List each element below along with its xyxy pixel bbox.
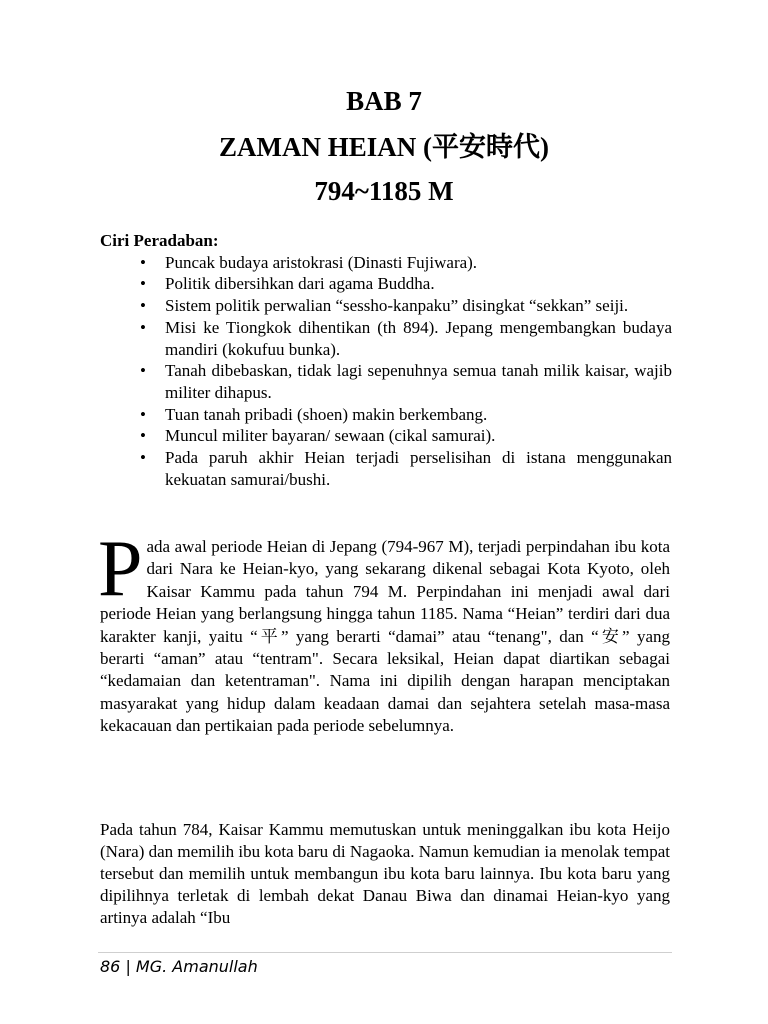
body-paragraph-1 [98, 525, 670, 738]
paragraph-text: ” yang berarti “damai” atau “tenang", dan “ [280, 626, 599, 646]
page-footer: 86 | MG. Amanullah [100, 957, 258, 976]
list-item: • Muncul militer bayaran/ sewaan (cikal samurai). [100, 425, 672, 447]
kanji-character: 安 [598, 626, 623, 646]
list-item: • Politik dibersihkan dari agama Buddha. [100, 273, 672, 295]
features-list [100, 252, 672, 491]
list-item: • Misi ke Tiongkok dihentikan (th 894). Jepang mengembangkan budaya mandiri (kokufuu bunka). [100, 317, 672, 360]
drop-cap: P [98, 525, 143, 613]
paragraph-text: ada awal periode Heian di Jepang (794-967 M), terjadi perpindahan ibu kota dari Nara ke Heian-kyo, yang sekarang dikenal sebagai Kota Kyoto, oleh Kaisar Kammu pada tahun 794 M. Perpindahan ini menjadi awal dari periode Heian yang berlangsung hingga tahun 1185. Nama “Heian” terdiri dari dua karakter kanji, yaitu “ [100, 537, 670, 646]
list-item: • Tuan tanah pribadi (shoen) makin berkembang. [100, 404, 672, 426]
chapter-number: BAB 7 [346, 86, 422, 116]
section-heading: Ciri Peradaban: [100, 231, 219, 250]
footer-divider [98, 952, 672, 953]
list-item: • Puncak budaya aristokrasi (Dinasti Fujiwara). [100, 252, 672, 274]
paragraph-text: ” yang berarti “aman” atau “tentram". Secara leksikal, Heian dapat diartikan sebagai “kedamaian dan ketentraman". Nama ini dipilih dengan harapan menciptakan masyarakat yang hidup dalam keadaan damai dan sejahtera setelah masa-masa kekacauan dan pertikaian pada periode sebelumnya. [100, 626, 670, 736]
list-item: • Sistem politik perwalian “sessho-kanpaku” disingkat “sekkan” seiji. [100, 295, 672, 317]
kanji-character: 平 [257, 626, 281, 646]
list-item: • Tanah dibebaskan, tidak lagi sepenuhnya semua tanah milik kaisar, wajib militer dihapus. [100, 360, 672, 403]
chapter-title: ZAMAN HEIAN (平安時代) [219, 132, 549, 162]
civilization-features-section [100, 230, 672, 490]
chapter-years: 794~1185 M [314, 176, 454, 206]
list-item: • Pada paruh akhir Heian terjadi perselisihan di istana menggunakan kekuatan samurai/bushi. [100, 447, 672, 490]
body-paragraph-2: Pada tahun 784, Kaisar Kammu memutuskan untuk meninggalkan ibu kota Heijo (Nara) dan memilih ibu kota baru di Nagaoka. Namun kemudian ia menolak tempat tersebut dan memilih untuk membangun ibu kota baru lainnya. Ibu kota baru yang dipilihnya terletak di lembah dekat Danau Biwa dan dinamai Heian-kyo yang artinya adalah “Ibu [100, 820, 670, 927]
